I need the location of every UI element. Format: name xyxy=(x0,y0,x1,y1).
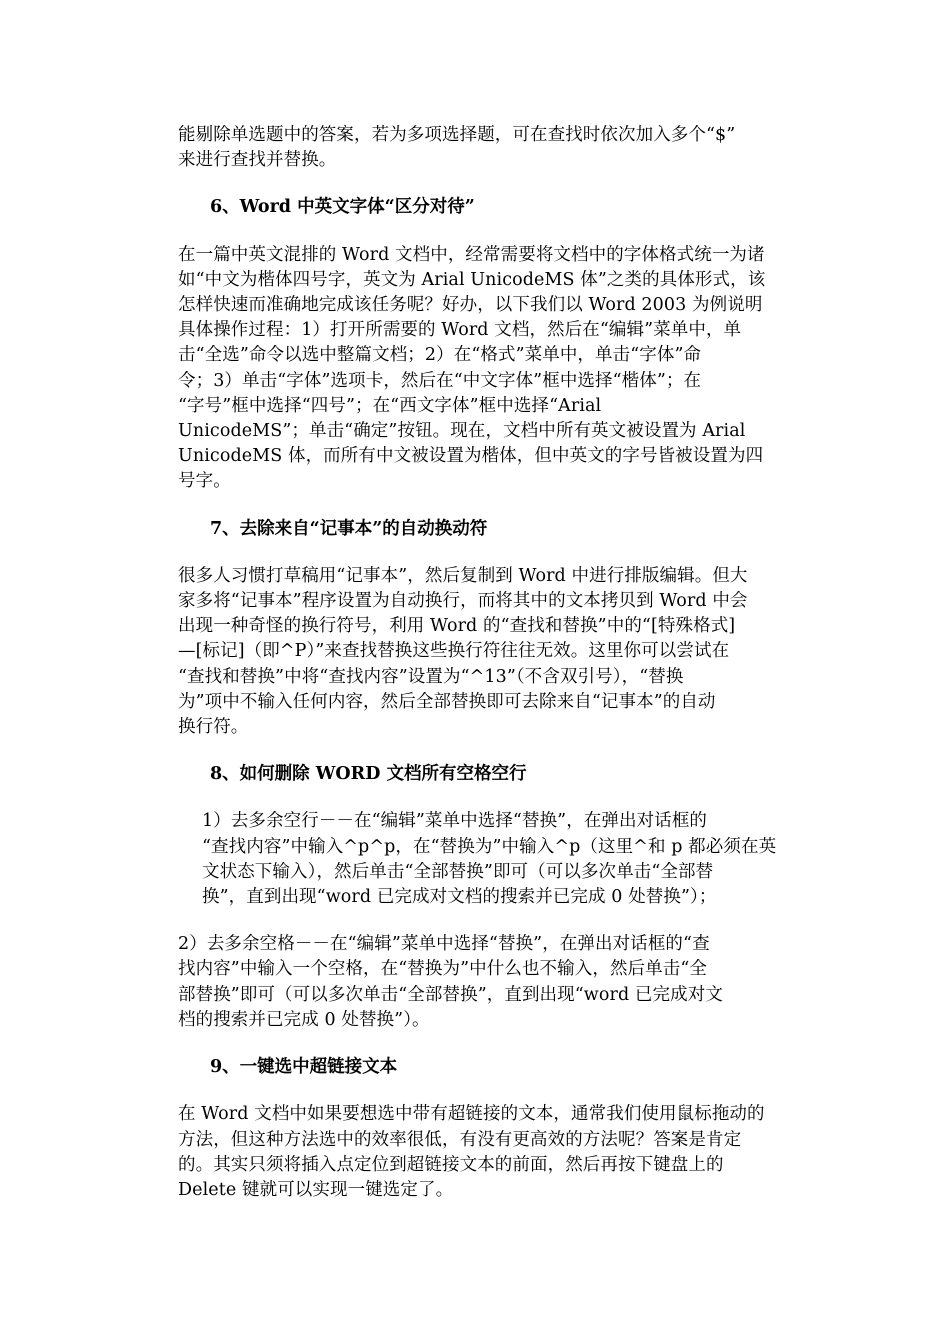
document-body xyxy=(178,123,808,1225)
section-6-heading: 6、Word 中英文字体“区分对待” xyxy=(210,197,475,218)
section-7-heading: 7、去除来自“记事本”的自动换动符 xyxy=(210,518,488,539)
intro-paragraph: 能剔除单选题中的答案，若为多项选择题，可在查找时依次加入多个“$” 来进行查找并替换。 xyxy=(178,125,736,171)
section-6-paragraph: 在一篇中英文混排的 Word 文档中，经常需要将文档中的字体格式统一为诸 如“中文为楷体四号字，英文为 Arial UnicodeMS 体”之类的具体形式，该 怎样快速而准确地完成该任务呢？好办，以下我们以 Word 2003 为例说明 具体操作过程：1）打开所需要的 Word 文档，然后在“编辑”菜单中，单 击“全选”命令以选中整篇文档；2）在“格式”菜单中，单击“字体”命 令；3）单击“字体”选项卡，然后在“中文字体”框中选择“楷体”；在 “字号”框中选择“四号”；在“西文字体”框中选择“Arial UnicodeMS”；单击“确定”按钮。现在，文档中所有英文被设置为 Arial UnicodeMS 体，而所有中文被设置为楷体，但中英文的字号皆被设置为四 号字。 xyxy=(178,244,766,492)
section-9-paragraph: 在 Word 文档中如果要想选中带有超链接的文本，通常我们使用鼠标拖动的 方法，但这种方法选中的效率很低，有没有更高效的方法呢？答案是肯定 的。其实只须将插入点定位到超链接文本的前面，然后再按下键盘上的 Delete 键就可以实现一键选定了。 xyxy=(178,1104,765,1200)
section-8-heading: 8、如何删除 WORD 文档所有空格空行 xyxy=(210,764,527,785)
section-7-paragraph: 很多人习惯打草稿用“记事本”，然后复制到 Word 中进行排版编辑。但大 家多将“记事本”程序设置为自动换行，而将其中的文本拷贝到 Word 中会 出现一种奇怪的换行符号，利用 Word 的“查找和替换”中的“[特殊格式] —[标记]（即^P）”来查找替换这些换行符往往无效。这里你可以尝试在 “查找和替换”中将“查找内容”设置为“^13”（不含双引号），“替换 为”项中不输入任何内容，然后全部替换即可去除来自“记事本”的自动 换行符。 xyxy=(178,565,748,738)
section-8-paragraph-1: 1）去多余空行－－在“编辑”菜单中选择“替换”，在弹出对话框的 “查找内容”中输入^p^p，在“替换为”中输入^p（这里^和 p 都必须在英 文状态下输入），然后单击“全部替换”即可（可以多次单击“全部替 换”，直到出现“word 已完成对文档的搜索并已完成 0 处替换”）； xyxy=(202,811,777,908)
section-8-paragraph-2: 2）去多余空格－－在“编辑”菜单中选择“替换”，在弹出对话框的“查 找内容”中输入一个空格，在“替换为”中什么也不输入，然后单击“全 部替换”即可（可以多次单击“全部替换”，直到出现“word 已完成对文 档的搜索并已完成 0 处替换”）。 xyxy=(178,934,723,1030)
section-9-heading: 9、一键选中超链接文本 xyxy=(210,1057,398,1078)
